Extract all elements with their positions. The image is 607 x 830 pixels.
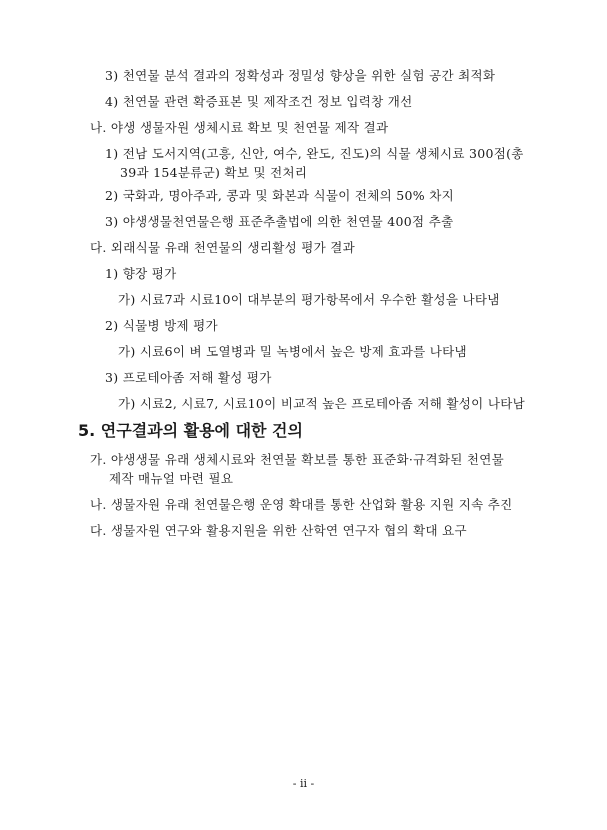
list-item: 3) 야생생물천연물은행 표준추출법에 의한 천연물 400점 추출 <box>105 214 454 229</box>
list-item: 2) 국화과, 명아주과, 콩과 및 화본과 식물이 전체의 50% 차지 <box>105 188 454 203</box>
list-item: 다. 생물자원 연구와 활용지원을 위한 산학연 연구자 협의 확대 요구 <box>90 523 467 538</box>
section-heading: 5. 연구결과의 활용에 대한 건의 <box>78 421 303 440</box>
list-item: 가) 시료2, 시료7, 시료10이 비교적 높은 프로테아좀 저해 활성이 나타남 <box>118 396 525 411</box>
list-item: 가. 야생생물 유래 생체시료와 천연물 확보를 통한 표준화·규격화된 천연물 <box>90 452 504 467</box>
page-number: - ii - <box>292 777 315 790</box>
list-item: 나. 생물자원 유래 천연물은행 운영 확대를 통한 산업화 활용 지원 지속 추진 <box>90 497 513 512</box>
list-item: 나. 야생 생물자원 생체시료 확보 및 천연물 제작 결과 <box>90 120 389 135</box>
list-item: 4) 천연물 관련 확증표본 및 제작조건 정보 입력창 개선 <box>105 94 413 109</box>
list-item: 39과 154분류군) 확보 및 전처리 <box>120 165 308 180</box>
list-item: 1) 전남 도서지역(고흥, 신안, 여수, 완도, 진도)의 식물 생체시료 300점(총 <box>105 146 524 161</box>
list-item: 다. 외래식물 유래 천연물의 생리활성 평가 결과 <box>90 240 356 255</box>
list-item: 가) 시료6이 벼 도열병과 밀 녹병에서 높은 방제 효과를 나타냄 <box>118 344 467 359</box>
list-item: 1) 향장 평가 <box>105 266 177 281</box>
list-item: 3) 프로테아좀 저해 활성 평가 <box>105 370 272 385</box>
list-item: 2) 식물병 방제 평가 <box>105 318 218 333</box>
list-item: 가) 시료7과 시료10이 대부분의 평가항목에서 우수한 활성을 나타냄 <box>118 292 500 307</box>
list-item: 3) 천연물 분석 결과의 정확성과 정밀성 향상을 위한 실험 공간 최적화 <box>105 68 496 83</box>
list-item: 제작 매뉴얼 마련 필요 <box>109 471 234 486</box>
